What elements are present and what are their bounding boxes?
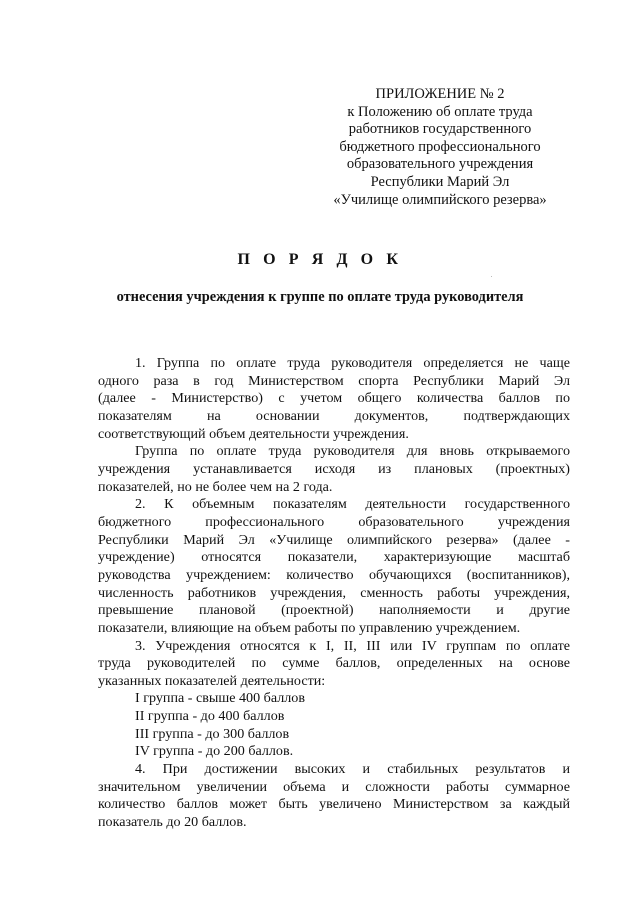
text-line: Группа по оплате труда руководителя для вновь открываемого <box>135 443 570 460</box>
paragraph-4 <box>98 761 570 832</box>
text-line: 4. При достижении высоких и стабильных результатов и <box>135 761 570 778</box>
text-line: показатели, влияющие на объем работы по управлению учреждением. <box>98 619 521 636</box>
appendix-line: Республики Марий Эл <box>370 173 510 190</box>
scan-speck <box>491 276 492 277</box>
paragraph-2 <box>98 496 570 637</box>
document-body <box>98 355 570 832</box>
text-line: (далее - Министерство) с учетом общего количества баллов по <box>98 390 570 407</box>
appendix-number: ПРИЛОЖЕНИЕ № 2 <box>375 86 505 102</box>
group-item: I группа - свыше 400 баллов <box>135 690 305 707</box>
text-line: учреждения устанавливается исходя из плановых (проектных) <box>98 460 570 477</box>
appendix-header <box>330 86 550 209</box>
text-line: одного раза в год Министерством спорта Республики Марий Эл <box>98 372 570 389</box>
text-line: руководства учреждением: количество обучающихся (воспитанников), <box>98 566 570 583</box>
appendix-line: к Положению об оплате труда <box>347 103 533 120</box>
group-item: IV группа - до 200 баллов. <box>135 743 294 760</box>
text-line: Республики Марий Эл «Училище олимпийского резерва» (далее - <box>98 531 570 548</box>
document-title: П О Р Я Д О К <box>237 251 403 268</box>
text-line: 3. Учреждения относятся к I, II, III или IV группам по оплате <box>135 637 570 654</box>
paragraph-3 <box>98 638 570 691</box>
text-line: показателям на основании документов, подтверждающих <box>98 407 570 424</box>
text-line: бюджетного профессионального образовательного учреждения <box>98 513 570 530</box>
text-line: 1. Группа по оплате труда руководителя определяется не чаще <box>135 355 570 371</box>
paragraph-1 <box>98 355 570 443</box>
group-item: II группа - до 400 баллов <box>135 708 285 725</box>
text-line: превышение плановой (проектной) наполняемости и другие <box>98 602 570 619</box>
appendix-line: «Училище олимпийского резерва» <box>333 191 547 208</box>
text-line: 2. К объемным показателям деятельности государственного <box>135 496 570 513</box>
text-line: указанных показателей деятельности: <box>98 672 326 689</box>
text-line: соответствующий объем деятельности учреждения. <box>98 425 409 442</box>
appendix-line: работников государственного <box>348 121 532 138</box>
text-line: учреждение) относятся показатели, характеризующие масштаб <box>98 549 570 566</box>
group-item: III группа - до 300 баллов <box>135 725 290 742</box>
group-list <box>98 690 570 761</box>
text-line: труда руководителей по сумме баллов, определенных на основе <box>98 655 570 672</box>
paragraph-1-continuation <box>98 443 570 496</box>
appendix-line: образовательного учреждения <box>346 156 534 173</box>
text-line: количество баллов может быть увеличено Министерством за каждый <box>98 796 570 813</box>
text-line: численность работников учреждения, сменность работы учреждения, <box>98 584 570 601</box>
document-subtitle: отнесения учреждения к группе по оплате труда руководителя <box>116 289 524 305</box>
appendix-line: бюджетного профессионального <box>339 138 541 155</box>
text-line: показателей, но не более чем на 2 года. <box>98 478 333 495</box>
text-line: значительном увеличении объема и сложности работы суммарное <box>98 778 570 795</box>
text-line: показатель до 20 баллов. <box>98 814 247 831</box>
